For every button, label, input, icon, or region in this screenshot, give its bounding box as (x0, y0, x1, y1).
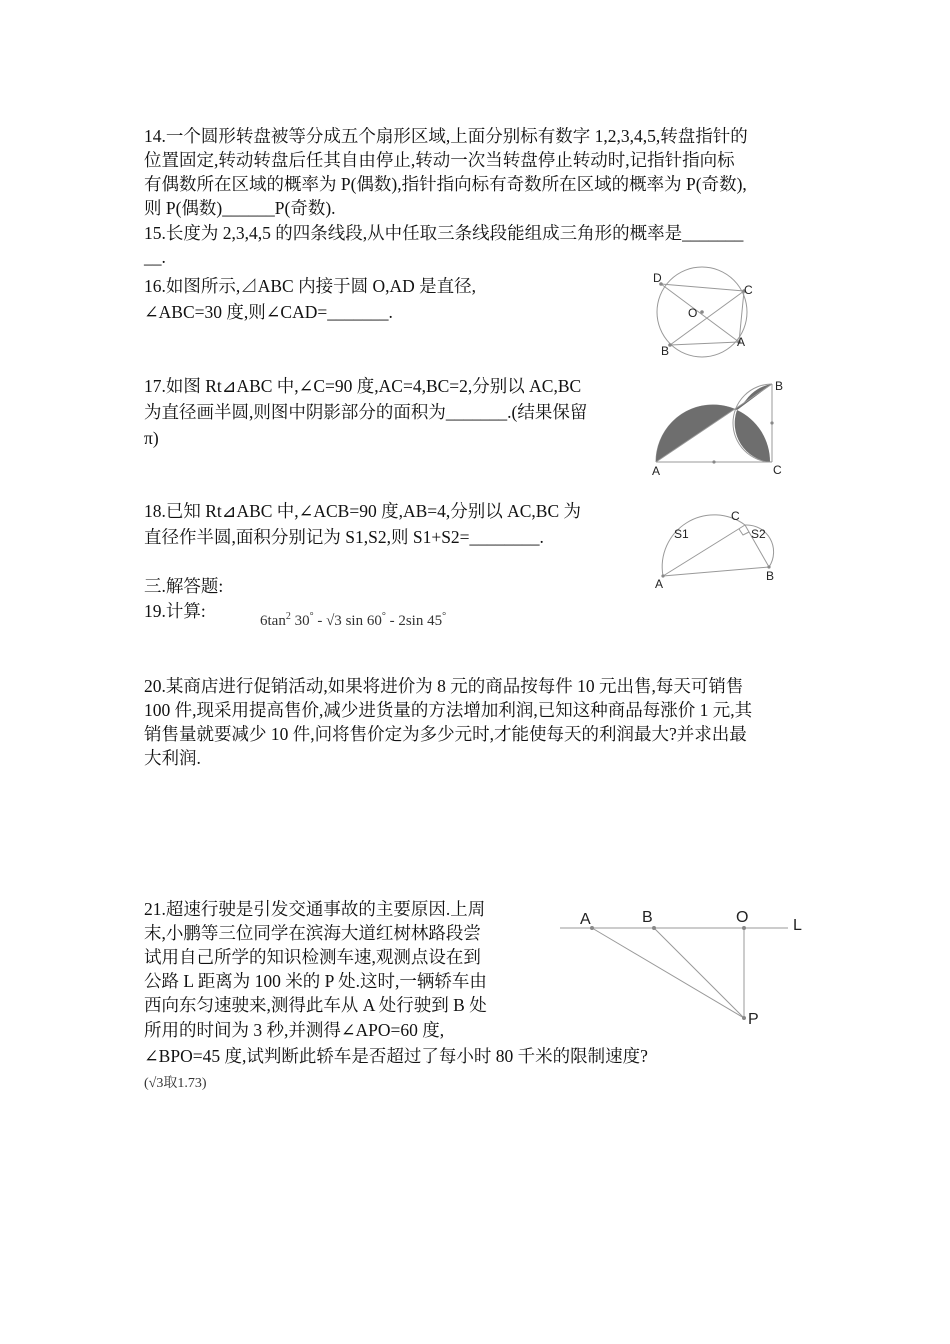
q21-line-2: 末,小鹏等三位同学在滨海大道红树林路段尝 (144, 923, 481, 943)
q18-line-1: 18.已知 Rt⊿ABC 中,∠ACB=90 度,AB=4,分别以 AC,BC 为 (144, 501, 582, 521)
label-s2: S2 (751, 527, 766, 541)
center-point (700, 310, 704, 314)
q14-line-4: 则 P(偶数)______P(奇数). (144, 198, 336, 218)
semicircle-s1 (662, 515, 745, 576)
q16-circle-figure (640, 262, 770, 367)
label-b: B (766, 569, 775, 583)
label-b: B (642, 909, 653, 926)
q21-line-5: 西向东匀速驶来,测得此车从 A 处行驶到 B 处 (144, 995, 487, 1015)
q20-line-4: 大利润. (144, 748, 201, 768)
label-s1: S1 (674, 527, 689, 541)
q17-semicircle-figure (640, 372, 800, 482)
q18-line-2: 直径作半圆,面积分别记为 S1,S2,则 S1+S2=________. (144, 527, 544, 547)
label-c: C (744, 283, 753, 297)
expr-part: - 2sin 45 (385, 613, 443, 629)
segment-dc (661, 284, 744, 291)
expr-part: 30 (290, 613, 310, 629)
q21-line-1: 21.超速行驶是引发交通事故的主要原因.上周 (144, 899, 486, 919)
expr-part: sin 60 (341, 613, 382, 629)
label-a: A (580, 911, 591, 928)
q17-line-2: 为直径画半圆,则图中阴影部分的面积为_______.(结果保留 (144, 402, 588, 422)
q20-line-2: 100 件,现采用提高售价,减少进货量的方法增加利润,已知这种商品每涨价 1 元,其 (144, 700, 753, 720)
q17-line-1: 17.如图 Rt⊿ABC 中,∠C=90 度,AC=4,BC=2,分别以 AC,BC (144, 376, 582, 396)
side-ab (663, 567, 769, 576)
q16-line-1: 16.如图所示,⊿ABC 内接于圆 O,AD 是直径, (144, 276, 477, 296)
q14-line-1: 14.一个圆形转盘被等分成五个扇形区域,上面分别标有数字 1,2,3,4,5,转盘指针的 (144, 126, 748, 146)
q14-line-2: 位置固定,转动转盘后任其自由停止,转动一次当转盘停止转动时,记指针指向标 (144, 150, 735, 170)
label-b: B (661, 344, 670, 358)
midpoint-ac (712, 460, 715, 463)
expr-part: ° (309, 611, 314, 622)
q17-line-3: π) (144, 428, 159, 448)
label-a: A (655, 577, 664, 591)
label-a: A (737, 335, 746, 349)
expr-part: 2 (285, 611, 291, 622)
diameter-ad (661, 284, 739, 342)
label-p: P (748, 1011, 759, 1028)
expr-part: √3 (326, 613, 342, 629)
q21-sqrt-note: (√3取1.73) (144, 1076, 207, 1091)
point-p (742, 1016, 746, 1020)
midpoint-bc (770, 421, 773, 424)
q21-line-6: 所用的时间为 3 秒,并测得∠APO=60 度, (144, 1020, 445, 1040)
expr-part: ° (442, 611, 447, 622)
q21-line-7: ∠BPO=45 度,试判断此轿车是否超过了每小时 80 千米的限制速度? (144, 1046, 648, 1066)
point-o (742, 926, 746, 930)
label-o: O (736, 909, 749, 926)
expr-part: 6tan (260, 613, 286, 629)
q21-line-3: 试用自己所学的知识检测车速,观测点设在到 (144, 947, 481, 967)
q18-semicircle-figure (645, 500, 795, 595)
point-b (652, 926, 656, 930)
q20-line-3: 销售量就要减少 10 件,问将售价定为多少元时,才能使每天的利润最大?并求出最 (144, 724, 747, 744)
section-heading: 三.解答题: (144, 576, 224, 596)
label-o: O (688, 306, 698, 320)
label-a: A (652, 464, 661, 478)
segment-ba (670, 342, 739, 345)
expr-part: - (313, 613, 327, 629)
q19-label: 19.计算: (144, 601, 206, 621)
label-c: C (731, 509, 740, 523)
q16-line-2: ∠ABC=30 度,则∠CAD=_______. (144, 302, 393, 322)
label-c: C (773, 463, 782, 477)
q15-line-2: __. (144, 247, 166, 267)
q20-line-1: 20.某商店进行促销活动,如果将进价为 8 元的商品按每件 10 元出售,每天可销售 (144, 676, 744, 696)
label-b: B (775, 379, 784, 393)
q15-line-1: 15.长度为 2,3,4,5 的四条线段,从中任取三条线段能组成三角形的概率是_______ (144, 223, 744, 243)
expr-part: ° (381, 611, 386, 622)
label-l: L (793, 917, 802, 934)
label-d: D (653, 271, 662, 285)
q14-line-3: 有偶数所在区域的概率为 P(偶数),指针指向标有奇数所在区域的概率为 P(奇数), (144, 174, 747, 194)
q19-expression (260, 611, 446, 630)
q21-road-figure (560, 900, 810, 1035)
q21-line-4: 公路 L 距离为 100 米的 P 处.这时,一辆轿车由 (144, 971, 487, 991)
